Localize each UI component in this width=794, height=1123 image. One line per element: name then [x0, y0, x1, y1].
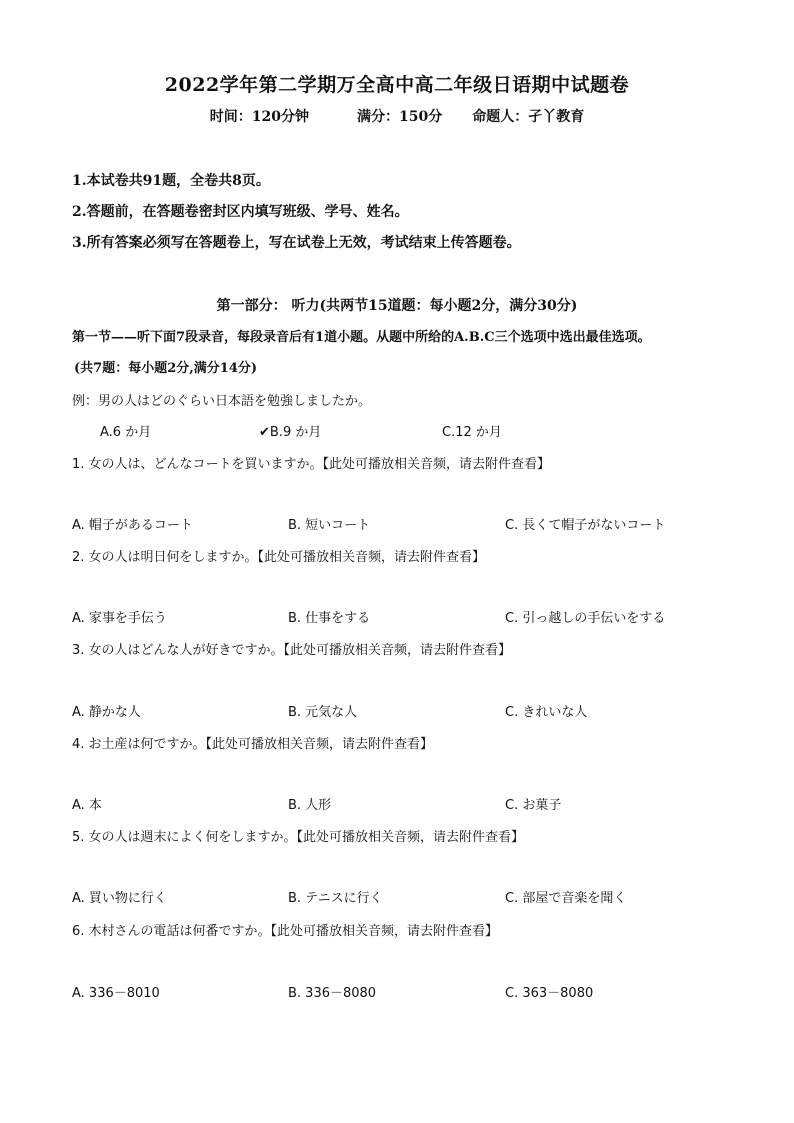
exam-meta	[0, 106, 794, 126]
question-6-option-c: C. 363－8080	[505, 986, 594, 1001]
question-6-option-a: A. 336－8010	[72, 986, 160, 1001]
question-1: 1. 女の人は、どんなコートを買いますか。【此处可播放相关音频，请去附件查看】	[72, 457, 551, 472]
example-option-c: C.12 か月	[442, 425, 502, 440]
exam-author: 命题人：孑丫教育	[472, 109, 585, 125]
question-4-option-a: A. 本	[72, 798, 102, 813]
instruction-item: 2.答题前，在答题卷密封区内填写班级、学号、姓名。	[72, 204, 409, 220]
question-4-option-b: B. 人形	[288, 798, 332, 813]
question-2-option-a: A. 家事を手伝う	[72, 611, 167, 626]
exam-title: 2022学年第二学期万全高中高二年级日语期中试题卷	[164, 74, 630, 96]
question-5: 5. 女の人は週末によく何をしますか。【此处可播放相关音频，请去附件查看】	[72, 830, 525, 845]
instructions	[72, 170, 521, 263]
section1-detail: (共7题：每小题2分,满分14分)	[74, 361, 258, 376]
example-option-a: A.6 か月	[100, 425, 152, 440]
question-3: 3. 女の人はどんな人が好きですか。【此处可播放相关音频，请去附件查看】	[72, 643, 512, 658]
question-2-option-c: C. 引っ越しの手伝いをする	[505, 611, 666, 626]
question-6: 6. 木村さんの電話は何番ですか。【此处可播放相关音频，请去附件查看】	[72, 924, 499, 939]
question-2-option-b: B. 仕事をする	[288, 611, 371, 626]
question-5-option-c: C. 部屋で音楽を聞く	[505, 891, 627, 906]
question-1-option-b: B. 短いコート	[288, 518, 371, 533]
question-1-option-a: A. 帽子があるコート	[72, 518, 193, 533]
question-3-option-c: C. きれいな人	[505, 705, 588, 720]
exam-time: 时间：120分钟	[209, 109, 309, 125]
section1-heading: 第一节——听下面7段录音，每段录音后有1道小题。从题中所给的A.B.C三个选项中选出最佳选项。	[72, 330, 651, 345]
question-5-option-b: B. テニスに行く	[288, 891, 383, 906]
example-option-b: ✔B.9 か月	[259, 425, 322, 440]
exam-score: 满分：150分	[357, 109, 443, 125]
instruction-item: 3.所有答案必须写在答题卷上，写在试卷上无效，考试结束上传答题卷。	[72, 235, 521, 251]
question-1-option-c: C. 長くて帽子がないコート	[505, 518, 666, 533]
question-4-option-c: C. お菓子	[505, 798, 562, 813]
example-question: 例：男の人はどのぐらい日本語を勉強しましたか。	[72, 394, 372, 409]
question-5-option-a: A. 買い物に行く	[72, 891, 167, 906]
instruction-item: 1.本试卷共91题，全卷共8页。	[72, 173, 270, 189]
part1-heading: 第一部分： 听力(共两节15道题：每小题2分，满分30分)	[216, 298, 578, 314]
question-6-option-b: B. 336－8080	[288, 986, 377, 1001]
question-2: 2. 女の人は明日何をしますか。【此处可播放相关音频，请去附件查看】	[72, 550, 486, 565]
question-4: 4. お土産は何ですか。【此处可播放相关音频，请去附件查看】	[72, 737, 434, 752]
question-3-option-b: B. 元気な人	[288, 705, 358, 720]
question-3-option-a: A. 静かな人	[72, 705, 141, 720]
